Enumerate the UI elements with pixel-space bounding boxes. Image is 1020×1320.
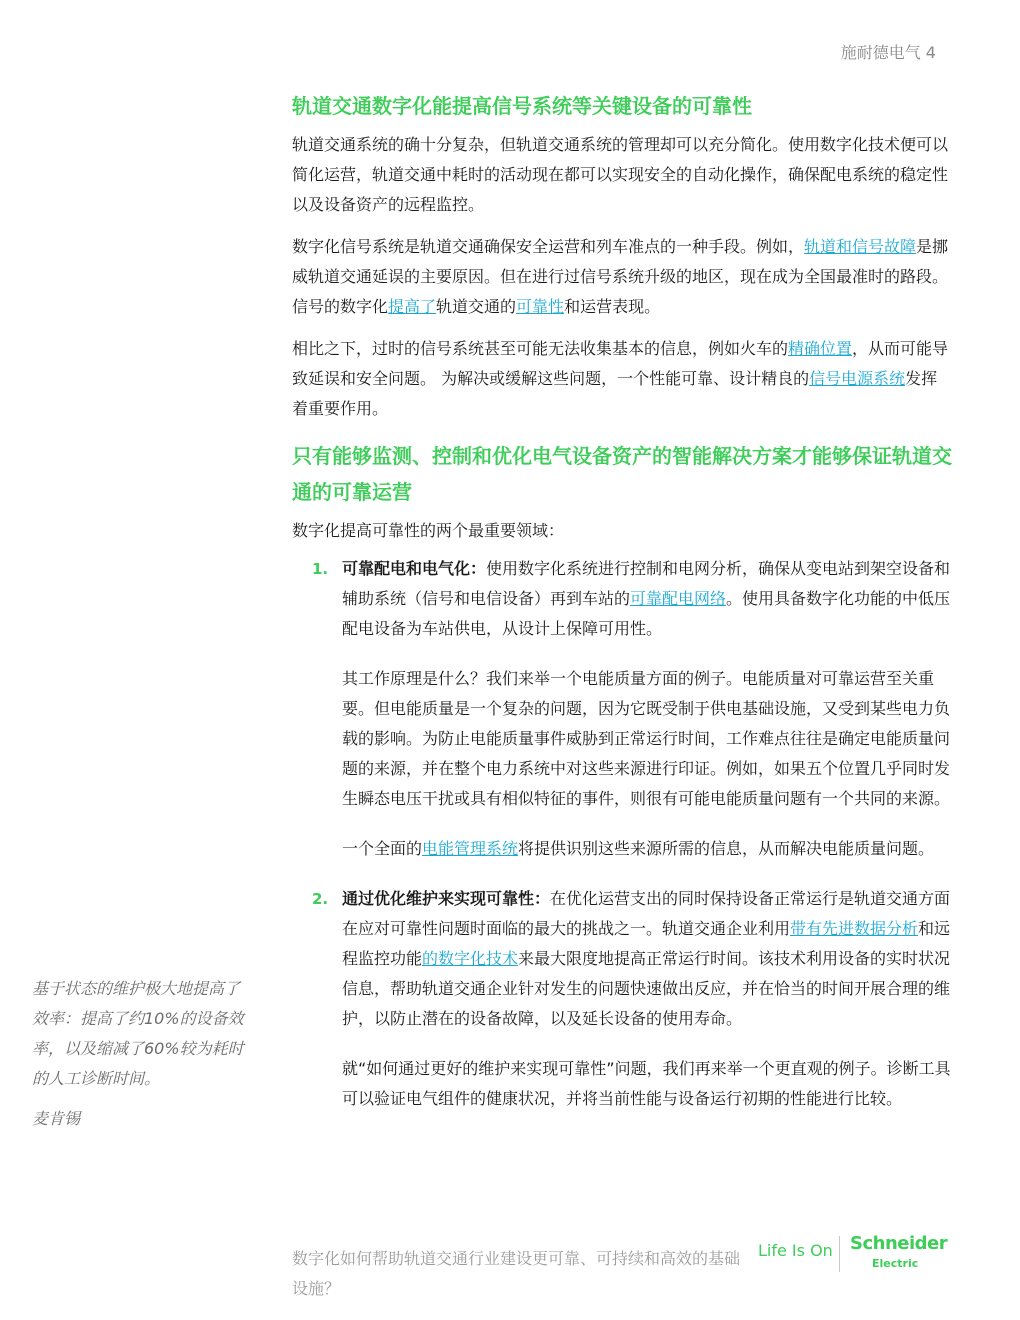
list-item-title: 通过优化维护来实现可靠性： — [342, 889, 551, 908]
brand-line2: Electric — [872, 1257, 919, 1270]
link-track-signal-faults[interactable]: 轨道和信号故障 — [804, 237, 917, 256]
paragraph-outdated-signal: 相比之下，过时的信号系统甚至可能无法收集基本的信息，例如火车的精确位置，从而可能导致延误和安全问题。 为解决或缓解这些问题，一个性能可靠、设计精良的信号电源系统发挥着重要作用。 — [292, 339, 949, 418]
list-item-title: 可靠配电和电气化： — [342, 559, 487, 578]
link-advanced-data-analytics[interactable]: 带有先进数据分析 — [790, 919, 919, 938]
life-is-on-tagline: Life Is On — [758, 1241, 833, 1260]
list-item-paragraph: 其工作原理是什么？我们来举一个电能质量方面的例子。电能质量对可靠运营至关重要。但电能质量是一个复杂的问题，因为它既受制于供电基础设施，又受到某些电力负载的影响。为防止电能质量事件威胁到正常运行时间，工作难点往往是确定电能质量问题的来源，并在整个电力系统中对这些来源进行印证。例如，如果五个位置几乎同时发生瞬态电压干扰或具有相似特征的事件，则很有可能电能质量问题有一个共同的来源。 — [342, 669, 951, 808]
list-item-paragraph: 可靠配电和电气化：使用数字化系统进行控制和电网分析，确保从变电站到架空设备和辅助系统（信号和电信设备）再到车站的可靠配电网络。使用具备数字化功能的中低压配电设备为车站供电，从设计上保障可用性。 — [342, 559, 951, 638]
link-digital-technology[interactable]: 的数字化技术 — [422, 949, 519, 968]
list-item — [292, 884, 952, 1114]
brand-line1: Schneider — [850, 1233, 948, 1254]
quote-text: 基于状态的维护极大地提高了效率：提高了约10%的设备效率，以及缩减了60%较为耗时的人工诊断时间。 — [32, 979, 244, 1088]
logo-divider — [839, 1236, 840, 1272]
list-item — [292, 554, 952, 864]
main-content — [292, 88, 952, 1134]
list-item-paragraph: 一个全面的电能管理系统将提供识别这些来源所需的信息，从而解决电能质量问题。 — [342, 839, 935, 858]
schneider-logo — [758, 1233, 954, 1276]
link-reliable-distribution-network[interactable]: 可靠配电网络 — [630, 589, 727, 608]
sidebar-quote — [32, 974, 246, 1144]
footer-title: 数字化如何帮助轨道交通行业建设更可靠、可持续和高效的基础设施？ — [292, 1249, 741, 1298]
list-number: 1. — [312, 560, 329, 578]
quote-source: 麦肯锡 — [32, 1109, 81, 1128]
page-header: 施耐德电气 4 — [840, 43, 936, 62]
paragraph-two-areas: 数字化提高可靠性的两个最重要领域： — [292, 521, 565, 540]
link-power-management-system[interactable]: 电能管理系统 — [422, 839, 519, 858]
link-precise-location[interactable]: 精确位置 — [788, 339, 853, 358]
list-item-paragraph: 就“如何通过更好的维护来实现可靠性”问题，我们再来举一个更直观的例子。诊断工具可以验证电气组件的健康状况，并将当前性能与设备运行初期的性能进行比较。 — [342, 1059, 951, 1108]
section-heading-smart-solutions: 只有能够监测、控制和优化电气设备资产的智能解决方案才能够保证轨道交通的可靠运营 — [292, 444, 952, 504]
list-number: 2. — [312, 890, 329, 908]
link-signal-power-system[interactable]: 信号电源系统 — [809, 369, 906, 388]
numbered-list — [292, 554, 952, 1114]
paragraph-intro: 轨道交通系统的确十分复杂，但轨道交通系统的管理却可以充分简化。使用数字化技术便可以简化运营，轨道交通中耗时的活动现在都可以实现安全的自动化操作，确保配电系统的稳定性以及设备资产的远程监控。 — [292, 135, 949, 214]
section-heading-signal-reliability: 轨道交通数字化能提高信号系统等关键设备的可靠性 — [292, 94, 752, 118]
brand-name — [850, 1234, 947, 1274]
list-item-paragraph: 通过优化维护来实现可靠性：在优化运营支出的同时保持设备正常运行是轨道交通方面在应对可靠性问题时面临的最大的挑战之一。轨道交通企业利用带有先进数据分析和远程监控功能的数字化技术来最大限度地提高正常运行时间。该技术利用设备的实时状况信息，帮助轨道交通企业针对发生的问题快速做出反应，并在恰当的时间开展合理的维护，以防止潜在的设备故障，以及延长设备的使用寿命。 — [342, 889, 951, 1028]
link-reliability[interactable]: 可靠性 — [516, 297, 565, 316]
paragraph-digital-signal: 数字化信号系统是轨道交通确保安全运营和列车准点的一种手段。例如，轨道和信号故障是挪威轨道交通延误的主要原因。但在进行过信号系统升级的地区，现在成为全国最准时的路段。信号的数字化提高了轨道交通的可靠性和运营表现。 — [292, 237, 949, 316]
link-improved[interactable]: 提高了 — [388, 297, 437, 316]
